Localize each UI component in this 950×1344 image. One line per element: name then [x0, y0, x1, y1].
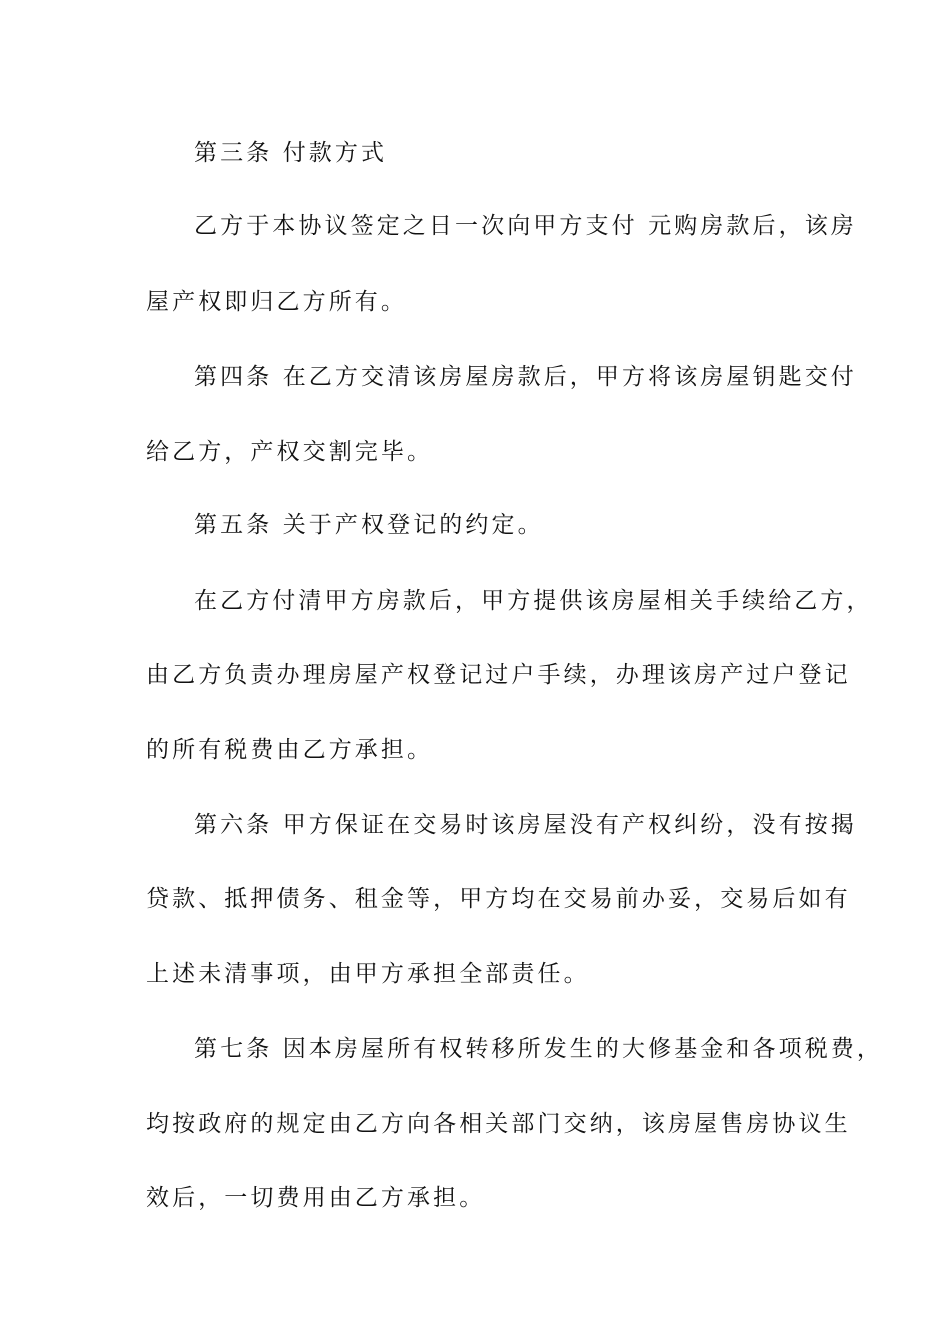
article-6-line-1: 第六条 甲方保证在交易时该房屋没有产权纠纷，没有按揭 [194, 812, 857, 838]
article-5-text-line-3: 的所有税费由乙方承担。 [146, 737, 434, 763]
article-5-text-line-2: 由乙方负责办理房屋产权登记过户手续，办理该房产过户登记 [146, 662, 851, 688]
article-4-line-1: 第四条 在乙方交清该房屋房款后，甲方将该房屋钥匙交付 [194, 364, 857, 390]
article-3-text-line-1: 乙方于本协议签定之日一次向甲方支付 元购房款后，该房 [194, 213, 857, 239]
article-7-line-3: 效后，一切费用由乙方承担。 [146, 1185, 486, 1211]
article-6-line-3: 上述未清事项，由甲方承担全部责任。 [146, 961, 590, 987]
article-5-text-line-1: 在乙方付清甲方房款后，甲方提供该房屋相关手续给乙方， [194, 588, 873, 614]
article-6-line-2: 贷款、抵押债务、租金等，甲方均在交易前办妥，交易后如有 [146, 886, 851, 912]
article-5-heading: 第五条 关于产权登记的约定。 [194, 512, 544, 538]
article-3-text-line-2: 屋产权即归乙方所有。 [146, 289, 407, 315]
article-7-line-2: 均按政府的规定由乙方向各相关部门交纳，该房屋售房协议生 [146, 1111, 851, 1137]
article-3-heading: 第三条 付款方式 [194, 140, 388, 166]
article-7-line-1: 第七条 因本房屋所有权转移所发生的大修基金和各项税费， [194, 1036, 884, 1062]
article-4-line-2: 给乙方，产权交割完毕。 [146, 439, 434, 465]
